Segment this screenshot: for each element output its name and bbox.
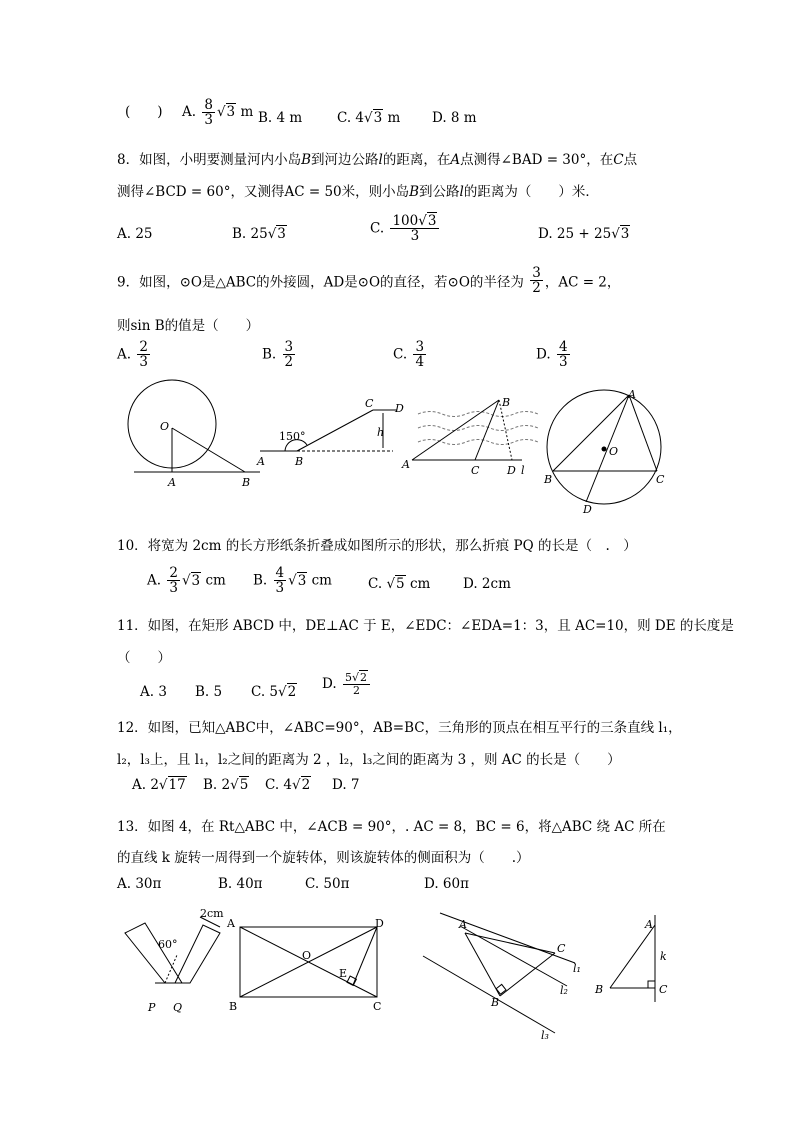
side-ab [610,925,655,988]
label-a: A [459,918,467,931]
q12-option-c: C. 4√2 [265,777,311,793]
q8-option-d: D. 25 + 25√3 [538,226,630,242]
q11-option-d: D. $\frac{5√2}{2}$ [322,672,372,696]
label-a: A [168,476,176,489]
q8-c-fraction: $\frac{100√3}{3}$ [390,214,439,243]
q11-option-b: B. 5 [195,684,223,700]
q7-option-b: B. 4 m [258,110,303,126]
q10-option-d: D. 2cm [463,576,511,592]
label-a: A [645,918,653,931]
q7-a-fraction: $\frac{8}{3}$ [204,97,213,129]
q13-option-d: D. 60π [424,876,469,892]
label-a: A [402,458,410,471]
side-ac [465,933,555,953]
q12-option-a: A. 2√17 [132,777,186,793]
label-angle: 150° [279,430,306,443]
q10-option-b: B. $\frac{4}{3}$ √3 cm [253,565,332,597]
q11-line-1: 11．如图，在矩形 ABCD 中，DE⊥AC 于 E，∠EDC：∠EDA=1：3，且 AC=10，则 DE 的长度是 [117,618,734,634]
label-c: C [373,1000,382,1013]
label-o: O [160,420,170,433]
label-o: O [609,445,619,458]
figure-circle-tangent [120,380,265,490]
q11-option-c: C. 5√2 [251,684,297,700]
q9-option-a: A. $\frac{2}{3}$ [117,339,148,371]
label-b: B [595,983,604,996]
q12-option-d: D. 7 [332,777,360,793]
label-l1: l₁ [573,962,581,975]
q9-line-2: 则sin B的值是（ ） [117,318,260,334]
q13-line-1: 13．如图 4，在 Rt△ABC 中，∠ACB = 90°，. AC = 8，BC = 6，将△ABC 绕 AC 所在 [117,819,666,835]
segment-ab [412,400,499,460]
label-a: A [257,455,265,468]
label-h: h [377,426,385,439]
figure-parallel-lines [415,908,585,1043]
label-c: C [557,942,566,955]
figure-folded-strip [120,905,230,1015]
diameter-ad [586,395,629,502]
label-d: D [375,917,384,930]
q13-option-a: A. 30π [117,876,162,892]
label-c: C [365,397,374,410]
label-b: B [502,396,511,409]
q8-line-2: 测得∠BCD = 60°，又测得AC = 50米，则小岛B到公路l的距离为（ ）米． [117,184,599,200]
label-e: E [339,967,348,980]
perpendicular-de [353,927,377,985]
label-q: Q [173,1001,183,1014]
label-d: D [395,402,404,415]
label-b: B [491,996,500,1009]
q9-option-b: B. $\frac{3}{2}$ [262,339,294,371]
label-c: C [659,983,668,996]
q8-line-1: 8．如图，小明要测量河内小岛B到河边公路l的距离，在A点测得∠BAD = 30°，在C点 [117,152,638,168]
q7-options-row [125,100,163,120]
figure-inscribed-triangle [538,385,673,515]
label-p: P [148,1001,156,1014]
q7-option-c: C. 4√3 m [337,110,401,126]
label-b: B [544,473,553,486]
q12-option-b: B. 2√5 [203,777,249,793]
side-ac [629,395,657,471]
q8-option-c: C. $\frac{100√3}{3}$ [370,214,441,243]
line-l3 [423,956,555,1033]
q7-paren: ( ) [125,104,163,120]
label-b: B [229,1000,238,1013]
label-l3: l₃ [541,1029,549,1042]
figure-river-island [400,392,535,482]
slope-bc [297,410,373,451]
label-width: 2cm [200,907,224,920]
q10-line: 10．将宽为 2cm 的长方形纸条折叠成如图所示的形状，那么折痕 PQ 的长是（ . ） [117,538,637,554]
q9-option-d: D. $\frac{4}{3}$ [536,339,568,371]
q13-option-c: C. 50π [305,876,350,892]
figure-rectangle-abcd [225,915,390,1015]
label-l: l [521,464,525,477]
label-angle: 60° [158,938,178,951]
figure-right-triangle [590,910,680,1010]
label-c: C [471,464,480,477]
label-a: A [227,917,235,930]
label-d: D [583,503,592,516]
segment-ob [172,428,245,472]
q12-line-2: l₂，l₃上，且 l₁，l₂之间的距离为 2 ，l₂，l₃之间的距离为 3 ，则 AC 的长是（ ） [117,752,621,768]
side-ab [465,933,500,996]
river-wave-2 [418,426,538,431]
q9-line-1: 9．如图，⊙O是△ABC的外接圆，AD是⊙O的直径，若⊙O的半径为 $\frac{3}{2}$ ，AC = 2， [117,265,621,297]
label-c: C [656,473,665,486]
segment-cb [475,400,499,460]
q13-line-2: 的直线 k 旋转一周得到一个旋转体，则该旋转体的侧面积为（ .） [117,850,530,866]
q7-option-d: D. 8 m [432,110,477,126]
label-k: k [660,950,667,963]
q8-option-b: B. 25√3 [232,226,286,242]
q12-line-1: 12．如图，已知△ABC中，∠ABC=90°，AB=BC，三角形的顶点在相互平行的三条直线 l₁， [117,720,682,736]
label-a: A [628,388,636,401]
q11-line-2: （ ） [117,650,171,666]
q11-option-a: A. 3 [140,684,167,700]
q9-option-c: C. $\frac{3}{4}$ [393,339,425,371]
label-b: B [242,476,251,489]
q9-radius-fraction: $\frac{3}{2}$ [532,265,541,297]
right-angle-mark [648,981,655,988]
figure-slope-height [255,398,405,473]
strip-right [175,925,220,983]
label-d: D [507,464,516,477]
strip-left [125,923,182,983]
center-point [602,447,607,452]
label-l2: l₂ [560,984,568,997]
label-o: O [302,949,312,962]
q10-option-c: C. √5 cm [368,576,431,592]
q7-option-a: A. $\frac{8}{3}$ √3 m [182,97,254,129]
q13-option-b: B. 40π [218,876,263,892]
label-b: B [295,455,304,468]
q8-option-a: A. 25 [117,226,153,242]
q10-option-a: A. $\frac{2}{3}$ √3 cm [147,565,226,597]
